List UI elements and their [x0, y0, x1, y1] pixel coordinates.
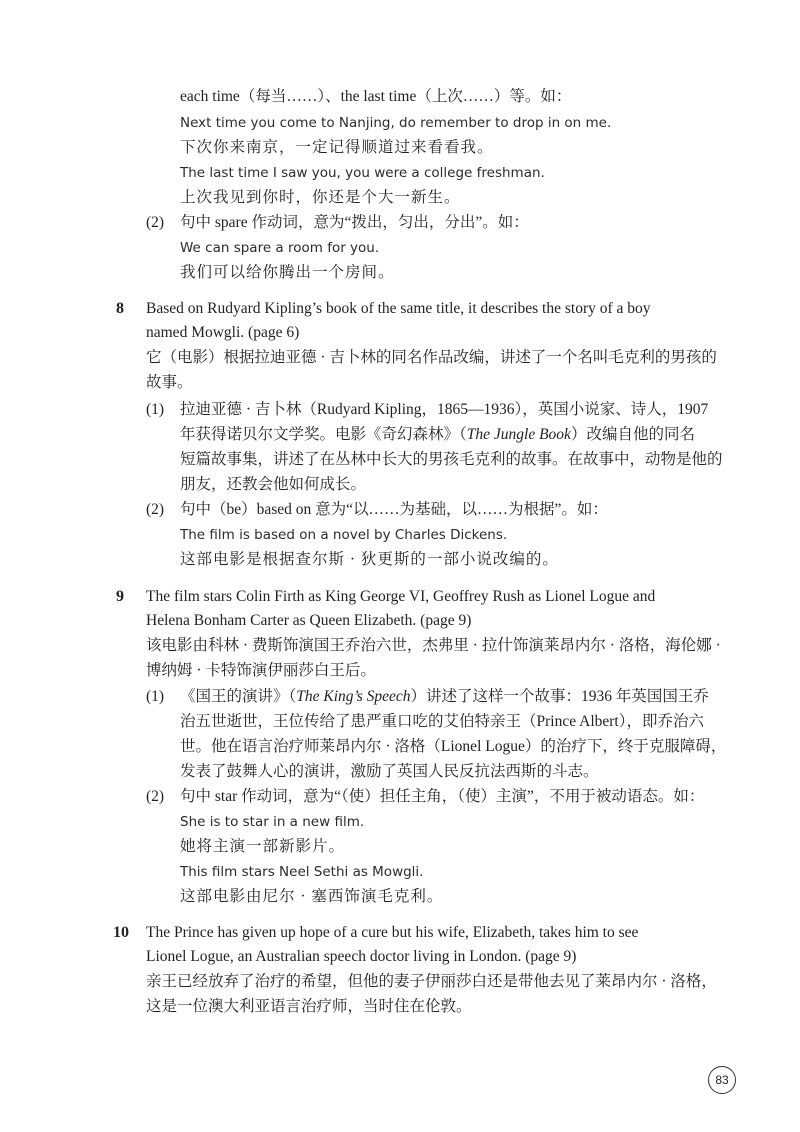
item-translation: 该电影由科林 · 费斯饰演国王乔治六世，杰弗里 · 拉什饰演莱昂内尔 · 洛格，海伦娜 · [146, 637, 721, 654]
example-en: The film is based on a novel by Charles Dickens. [180, 527, 508, 543]
note-number: (1) [146, 688, 165, 705]
item-sentence: The film stars Colin Firth as King George VI, Geoffrey Rush as Lionel Logue and [146, 588, 656, 605]
note-text: 句中 star 作动词，意为“（使）担任主角，（使）主演”，不用于被动语态。如： [180, 788, 705, 805]
example-zh: 下次你来南京，一定记得顺道过来看看我。 [180, 139, 494, 156]
note-text: 《国王的演讲》（The King’s Speech）讲述了这样一个故事：1936 年英国国王乔 [180, 688, 709, 705]
example-en: The last time I saw you, you were a college freshman. [180, 165, 545, 181]
example-en: Next time you come to Nanjing, do remember to drop in on me. [180, 115, 612, 131]
example-zh: 我们可以给你腾出一个房间。 [180, 264, 395, 281]
example-zh: 这部电影由尼尔 · 塞西饰演毛克利。 [180, 888, 444, 905]
note-text: 拉迪亚德 · 吉卜林（Rudyard Kipling，1865—1936），英国小说家、诗人，1907 [180, 401, 709, 418]
example-zh: 她将主演一部新影片。 [180, 838, 346, 855]
note-number: (2) [146, 214, 165, 231]
item-number: 9 [116, 588, 124, 605]
item-sentence: Helena Bonham Carter as Queen Elizabeth. (page 9) [146, 612, 472, 629]
film-title: The King’s Speech [296, 688, 411, 705]
note-number: (2) [146, 788, 165, 805]
example-en: We can spare a room for you. [180, 240, 380, 256]
example-en: This film stars Neel Sethi as Mowgli. [180, 864, 424, 880]
item-translation: 博纳姆 · 卡特饰演伊丽莎白王后。 [146, 662, 376, 679]
note-text: 句中 spare 作动词，意为“拨出，匀出，分出”。如： [180, 214, 529, 231]
example-en: She is to star in a new film. [180, 814, 365, 830]
example-zh: 这部电影是根据查尔斯 · 狄更斯的一部小说改编的。 [180, 551, 559, 568]
note-text: 句中（be）based on 意为“以……为基础，以……为根据”。如： [180, 501, 608, 518]
note-number: (2) [146, 501, 165, 518]
item-sentence: The Prince has given up hope of a cure but his wife, Elizabeth, takes him to see [146, 924, 639, 941]
item-translation: 亲王已经放弃了治疗的希望，但他的妻子伊丽莎白还是带他去见了莱昂内尔 · 洛格， [146, 973, 717, 990]
note-text: 世。他在语言治疗师莱昂内尔 · 洛格（Lionel Logue）的治疗下，终于克服障碍， [180, 738, 727, 755]
book-title: The Jungle Book [466, 426, 571, 443]
note-text: 治五世逝世，王位传给了患严重口吃的艾伯特亲王（Prince Albert），即乔治六 [180, 713, 704, 730]
note-number: (1) [146, 401, 165, 418]
note-text: 年获得诺贝尔文学奖。电影《奇幻森林》（The Jungle Book）改编自他的同名 [180, 426, 695, 443]
example-zh: 上次我见到你时，你还是个大一新生。 [180, 189, 461, 206]
note-text: 发表了鼓舞人心的演讲，激励了英国人民反抗法西斯的斗志。 [180, 763, 599, 780]
item-sentence: Based on Rudyard Kipling’s book of the same title, it describes the story of a boy [146, 300, 651, 317]
item-number: 8 [116, 300, 124, 317]
item-translation: 它（电影）根据拉迪亚德 · 吉卜林的同名作品改编，讲述了一个名叫毛克利的男孩的 [146, 349, 717, 366]
note-text: 朋友，还教会他如何成长。 [180, 476, 367, 493]
item-number: 10 [113, 924, 129, 941]
note-text: 短篇故事集，讲述了在丛林中长大的男孩毛克利的故事。在故事中，动物是他的 [180, 451, 723, 468]
item-sentence: named Mowgli. (page 6) [146, 324, 300, 341]
page-number: 83 [708, 1066, 736, 1094]
item-sentence: Lionel Logue, an Australian speech doctor living in London. (page 9) [146, 948, 577, 965]
item-translation: 这是一位澳大利亚语言治疗师，当时住在伦敦。 [146, 998, 472, 1015]
text-line: each time（每当……）、the last time（上次……）等。如： [180, 88, 572, 105]
item-translation: 故事。 [146, 374, 193, 391]
